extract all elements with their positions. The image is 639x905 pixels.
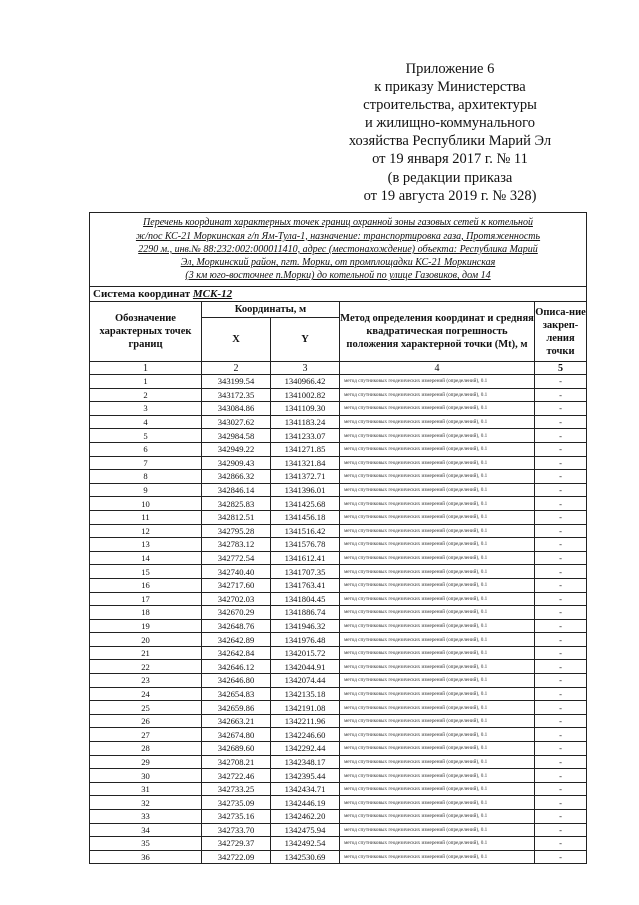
table-row [90, 483, 587, 497]
coord-x: 342783.12 [202, 538, 271, 552]
method-cell: метод спутниковых геодезических измерений (определений), 0.1 [340, 415, 535, 429]
point-number: 10 [90, 497, 202, 511]
point-number: 11 [90, 510, 202, 524]
coord-y: 1342348.17 [271, 755, 340, 769]
coord-x: 342642.89 [202, 633, 271, 647]
point-number: 17 [90, 592, 202, 606]
coord-y: 1341183.24 [271, 415, 340, 429]
coord-y: 1340966.42 [271, 375, 340, 389]
appendix-header [300, 60, 600, 205]
caption-line: Эл, Моркинский район, пгт. Морки, от промплощадки КС-21 Моркинская [180, 257, 496, 269]
point-number: 16 [90, 578, 202, 592]
coord-x: 342654.83 [202, 687, 271, 701]
description-cell: - [535, 592, 587, 606]
coord-y: 1341321.84 [271, 456, 340, 470]
point-number: 12 [90, 524, 202, 538]
coord-x: 342735.09 [202, 796, 271, 810]
appendix-line: (в редакции приказа [387, 169, 513, 186]
coord-y: 1342135.18 [271, 687, 340, 701]
table-row [90, 375, 587, 389]
coord-y: 1341425.68 [271, 497, 340, 511]
point-number: 33 [90, 810, 202, 824]
table-row [90, 619, 587, 633]
point-number: 25 [90, 701, 202, 715]
coord-y: 1342462.20 [271, 810, 340, 824]
column-number: 1 [90, 362, 202, 375]
table-row [90, 728, 587, 742]
caption-line: (3 км юго-восточнее п.Морки) до котельной по улице Газовиков, дом 14 [185, 270, 491, 282]
description-cell: - [535, 375, 587, 389]
table-row [90, 850, 587, 864]
coord-y: 1341456.18 [271, 510, 340, 524]
coord-x: 342722.09 [202, 850, 271, 864]
method-cell: метод спутниковых геодезических измерений (определений), 0.1 [340, 578, 535, 592]
point-number: 22 [90, 660, 202, 674]
method-cell: метод спутниковых геодезических измерений (определений), 0.1 [340, 456, 535, 470]
table-row [90, 755, 587, 769]
method-cell: метод спутниковых геодезических измерений (определений), 0.1 [340, 429, 535, 443]
coord-y: 1342044.91 [271, 660, 340, 674]
table-row [90, 470, 587, 484]
header-designation: Обозначение характерных точек границ [90, 302, 202, 362]
method-cell: метод спутниковых геодезических измерений (определений), 0.1 [340, 375, 535, 389]
method-cell: метод спутниковых геодезических измерений (определений), 0.1 [340, 714, 535, 728]
coord-x: 342648.76 [202, 619, 271, 633]
coord-y: 1341946.32 [271, 619, 340, 633]
method-cell: метод спутниковых геодезических измерений (определений), 0.1 [340, 470, 535, 484]
table-row [90, 769, 587, 783]
point-number: 28 [90, 742, 202, 756]
description-cell: - [535, 687, 587, 701]
table-row [90, 538, 587, 552]
header-description: Описа-ние закреп-ления точки [535, 302, 587, 362]
coord-y: 1341576.78 [271, 538, 340, 552]
coord-y: 1342074.44 [271, 674, 340, 688]
point-number: 36 [90, 850, 202, 864]
coord-y: 1342015.72 [271, 646, 340, 660]
appendix-line: от 19 августа 2019 г. № 328) [363, 187, 537, 204]
point-number: 23 [90, 674, 202, 688]
method-cell: метод спутниковых геодезических измерений (определений), 0.1 [340, 755, 535, 769]
appendix-line: от 19 января 2017 г. № 11 [372, 151, 528, 168]
description-cell: - [535, 674, 587, 688]
point-number: 1 [90, 375, 202, 389]
description-cell: - [535, 402, 587, 416]
coord-y: 1342530.69 [271, 850, 340, 864]
description-cell: - [535, 551, 587, 565]
system-name: МСК-12 [192, 288, 233, 300]
description-cell: - [535, 388, 587, 402]
method-cell: метод спутниковых геодезических измерений (определений), 0.1 [340, 538, 535, 552]
column-number: 5 [535, 362, 587, 375]
coord-x: 342702.03 [202, 592, 271, 606]
description-cell: - [535, 782, 587, 796]
description-cell: - [535, 646, 587, 660]
coord-x: 343199.54 [202, 375, 271, 389]
table-row [90, 810, 587, 824]
table-row [90, 565, 587, 579]
method-cell: метод спутниковых геодезических измерений (определений), 0.1 [340, 837, 535, 851]
coord-x: 342740.40 [202, 565, 271, 579]
coord-x: 342866.32 [202, 470, 271, 484]
point-number: 24 [90, 687, 202, 701]
point-number: 8 [90, 470, 202, 484]
table-row [90, 592, 587, 606]
description-cell: - [535, 538, 587, 552]
point-number: 21 [90, 646, 202, 660]
table-row [90, 551, 587, 565]
header-x: X [202, 318, 271, 362]
coord-x: 342722.46 [202, 769, 271, 783]
table-row [90, 524, 587, 538]
coord-y: 1342446.19 [271, 796, 340, 810]
coord-y: 1341372.71 [271, 470, 340, 484]
description-cell: - [535, 850, 587, 864]
method-cell: метод спутниковых геодезических измерений (определений), 0.1 [340, 728, 535, 742]
coord-x: 342795.28 [202, 524, 271, 538]
coord-y: 1342434.71 [271, 782, 340, 796]
point-number: 32 [90, 796, 202, 810]
caption-line: ж/пос КС-21 Моркинская г/п Ям-Тула-1, назначение: транспортировка газа, Протяженность [135, 230, 541, 242]
description-cell: - [535, 755, 587, 769]
table-row [90, 796, 587, 810]
point-number: 15 [90, 565, 202, 579]
appendix-line: к приказу Министерства [374, 79, 526, 96]
table-row [90, 578, 587, 592]
coord-x: 342949.22 [202, 442, 271, 456]
coord-y: 1341516.42 [271, 524, 340, 538]
coord-x: 342642.84 [202, 646, 271, 660]
table-row [90, 429, 587, 443]
table-row [90, 388, 587, 402]
table-row [90, 674, 587, 688]
description-cell: - [535, 415, 587, 429]
coord-y: 1342246.60 [271, 728, 340, 742]
description-cell: - [535, 796, 587, 810]
coord-x: 342663.21 [202, 714, 271, 728]
system-label: Система координат [93, 288, 191, 300]
point-number: 9 [90, 483, 202, 497]
coord-x: 343084.86 [202, 402, 271, 416]
coord-y: 1342211.96 [271, 714, 340, 728]
coord-x: 342670.29 [202, 606, 271, 620]
caption-line: 2290 м., инв.№ 88:232:002:000011410, адрес (местонахождение) объекта: Республика Марий [138, 243, 538, 255]
table-row [90, 646, 587, 660]
coord-y: 1341886.74 [271, 606, 340, 620]
point-number: 18 [90, 606, 202, 620]
table-row [90, 742, 587, 756]
table-row [90, 402, 587, 416]
coord-y: 1342475.94 [271, 823, 340, 837]
method-cell: метод спутниковых геодезических измерений (определений), 0.1 [340, 660, 535, 674]
coord-x: 342659.86 [202, 701, 271, 715]
coord-y: 1342292.44 [271, 742, 340, 756]
appendix-line: и жилищно-коммунального [364, 115, 536, 132]
coord-y: 1341763.41 [271, 578, 340, 592]
description-cell: - [535, 497, 587, 511]
column-numbers-row [90, 362, 587, 375]
coordinates-table [89, 212, 587, 864]
coord-y: 1342492.54 [271, 837, 340, 851]
description-cell: - [535, 483, 587, 497]
coord-x: 342812.51 [202, 510, 271, 524]
description-cell: - [535, 742, 587, 756]
description-cell: - [535, 456, 587, 470]
point-number: 35 [90, 837, 202, 851]
method-cell: метод спутниковых геодезических измерений (определений), 0.1 [340, 388, 535, 402]
table-row [90, 782, 587, 796]
coord-x: 342646.80 [202, 674, 271, 688]
coord-y: 1341233.07 [271, 429, 340, 443]
coord-y: 1341109.30 [271, 402, 340, 416]
table-row [90, 660, 587, 674]
description-cell: - [535, 442, 587, 456]
coord-y: 1341612.41 [271, 551, 340, 565]
point-number: 29 [90, 755, 202, 769]
point-number: 7 [90, 456, 202, 470]
method-cell: метод спутниковых геодезических измерений (определений), 0.1 [340, 619, 535, 633]
coord-x: 342729.37 [202, 837, 271, 851]
appendix-line: строительства, архитектуры [363, 97, 537, 114]
coord-x: 343027.62 [202, 415, 271, 429]
table-row [90, 442, 587, 456]
coord-y: 1342395.44 [271, 769, 340, 783]
description-cell: - [535, 524, 587, 538]
method-cell: метод спутниковых геодезических измерений (определений), 0.1 [340, 850, 535, 864]
caption-line: Перечень координат характерных точек границ охранной зоны газовых сетей к котельной [143, 217, 533, 229]
description-cell: - [535, 470, 587, 484]
table-row [90, 837, 587, 851]
method-cell: метод спутниковых геодезических измерений (определений), 0.1 [340, 674, 535, 688]
method-cell: метод спутниковых геодезических измерений (определений), 0.1 [340, 565, 535, 579]
method-cell: метод спутниковых геодезических измерений (определений), 0.1 [340, 402, 535, 416]
point-number: 13 [90, 538, 202, 552]
point-number: 31 [90, 782, 202, 796]
method-cell: метод спутниковых геодезических измерений (определений), 0.1 [340, 551, 535, 565]
description-cell: - [535, 633, 587, 647]
coord-x: 342674.80 [202, 728, 271, 742]
column-number: 4 [340, 362, 535, 375]
method-cell: метод спутниковых геодезических измерений (определений), 0.1 [340, 510, 535, 524]
table-row [90, 714, 587, 728]
header-method: Метод определения координат и средняя квадратическая погрешность положения характерной точки (Mt), м [340, 302, 535, 362]
coord-y: 1341976.48 [271, 633, 340, 647]
description-cell: - [535, 837, 587, 851]
coord-y: 1342191.08 [271, 701, 340, 715]
description-cell: - [535, 619, 587, 633]
coord-y: 1341707.35 [271, 565, 340, 579]
point-number: 20 [90, 633, 202, 647]
point-number: 26 [90, 714, 202, 728]
point-number: 6 [90, 442, 202, 456]
coord-x: 342984.58 [202, 429, 271, 443]
description-cell: - [535, 565, 587, 579]
point-number: 2 [90, 388, 202, 402]
method-cell: метод спутниковых геодезических измерений (определений), 0.1 [340, 524, 535, 538]
description-cell: - [535, 578, 587, 592]
point-number: 4 [90, 415, 202, 429]
method-cell: метод спутниковых геодезических измерений (определений), 0.1 [340, 646, 535, 660]
coord-x: 342689.60 [202, 742, 271, 756]
description-cell: - [535, 714, 587, 728]
coord-x: 342735.16 [202, 810, 271, 824]
description-cell: - [535, 810, 587, 824]
description-cell: - [535, 510, 587, 524]
coordinate-system [90, 287, 587, 302]
method-cell: метод спутниковых геодезических измерений (определений), 0.1 [340, 592, 535, 606]
point-number: 14 [90, 551, 202, 565]
coord-x: 342733.25 [202, 782, 271, 796]
method-cell: метод спутниковых геодезических измерений (определений), 0.1 [340, 823, 535, 837]
table-row [90, 606, 587, 620]
table-row [90, 456, 587, 470]
method-cell: метод спутниковых геодезических измерений (определений), 0.1 [340, 633, 535, 647]
method-cell: метод спутниковых геодезических измерений (определений), 0.1 [340, 483, 535, 497]
method-cell: метод спутниковых геодезических измерений (определений), 0.1 [340, 810, 535, 824]
point-number: 5 [90, 429, 202, 443]
table-row [90, 633, 587, 647]
point-number: 3 [90, 402, 202, 416]
method-cell: метод спутниковых геодезических измерений (определений), 0.1 [340, 796, 535, 810]
description-cell: - [535, 429, 587, 443]
appendix-line: хозяйства Республики Марий Эл [348, 133, 552, 150]
table-row [90, 687, 587, 701]
column-number: 3 [271, 362, 340, 375]
table-row [90, 823, 587, 837]
appendix-line: Приложение 6 [405, 61, 495, 77]
coord-x: 342717.60 [202, 578, 271, 592]
method-cell: метод спутниковых геодезических измерений (определений), 0.1 [340, 782, 535, 796]
table-row [90, 701, 587, 715]
coord-x: 342772.54 [202, 551, 271, 565]
method-cell: метод спутниковых геодезических измерений (определений), 0.1 [340, 497, 535, 511]
coord-y: 1341396.01 [271, 483, 340, 497]
coord-x: 342846.14 [202, 483, 271, 497]
coord-x: 342733.70 [202, 823, 271, 837]
point-number: 30 [90, 769, 202, 783]
description-cell: - [535, 823, 587, 837]
coord-x: 342909.43 [202, 456, 271, 470]
method-cell: метод спутниковых геодезических измерений (определений), 0.1 [340, 606, 535, 620]
method-cell: метод спутниковых геодезических измерений (определений), 0.1 [340, 769, 535, 783]
table-row [90, 497, 587, 511]
description-cell: - [535, 728, 587, 742]
point-number: 27 [90, 728, 202, 742]
header-coordinates: Координаты, м [202, 302, 340, 318]
description-cell: - [535, 660, 587, 674]
point-number: 34 [90, 823, 202, 837]
table-row [90, 415, 587, 429]
coord-x: 342646.12 [202, 660, 271, 674]
description-cell: - [535, 606, 587, 620]
method-cell: метод спутниковых геодезических измерений (определений), 0.1 [340, 701, 535, 715]
header-y: Y [271, 318, 340, 362]
coord-y: 1341271.85 [271, 442, 340, 456]
coord-x: 342708.21 [202, 755, 271, 769]
coord-x: 342825.83 [202, 497, 271, 511]
method-cell: метод спутниковых геодезических измерений (определений), 0.1 [340, 442, 535, 456]
table-caption [90, 213, 587, 287]
coord-y: 1341804.45 [271, 592, 340, 606]
column-number: 2 [202, 362, 271, 375]
table-row [90, 510, 587, 524]
method-cell: метод спутниковых геодезических измерений (определений), 0.1 [340, 742, 535, 756]
description-cell: - [535, 701, 587, 715]
method-cell: метод спутниковых геодезических измерений (определений), 0.1 [340, 687, 535, 701]
point-number: 19 [90, 619, 202, 633]
description-cell: - [535, 769, 587, 783]
coord-x: 343172.35 [202, 388, 271, 402]
coord-y: 1341002.82 [271, 388, 340, 402]
table-body [90, 375, 587, 864]
